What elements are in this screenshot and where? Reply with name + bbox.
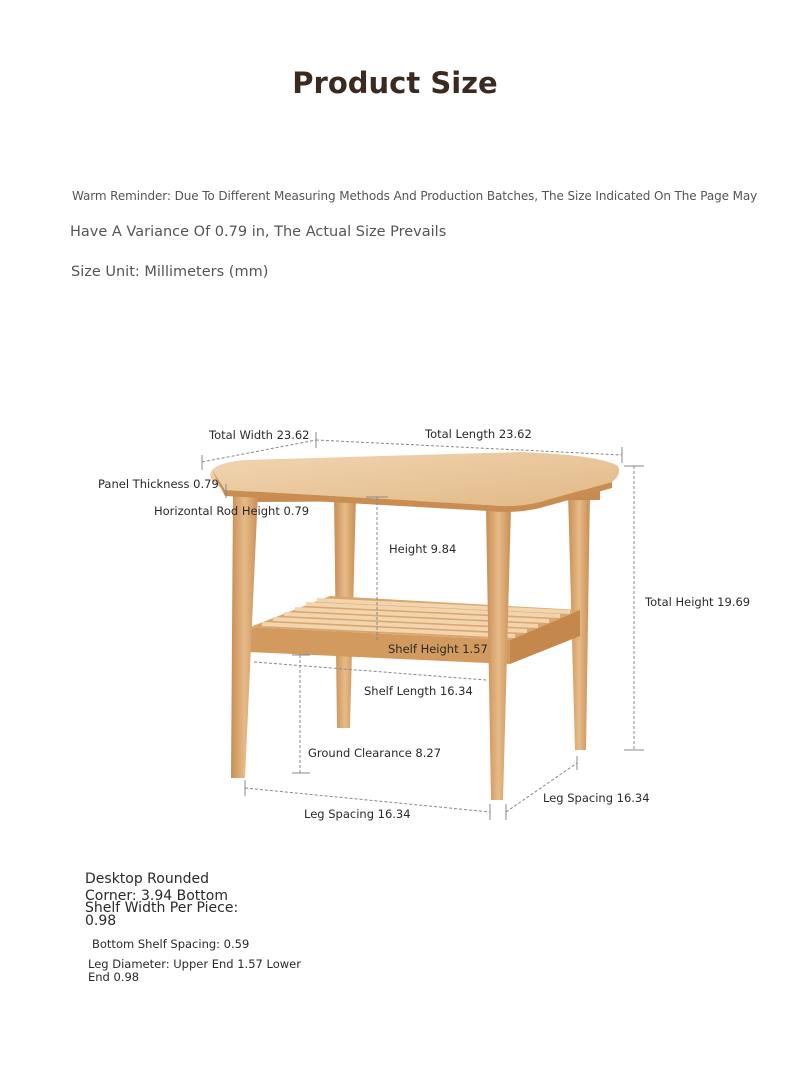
bottom-shelf-spacing-note: Bottom Shelf Spacing: 0.59 xyxy=(92,937,250,951)
leg-diameter-note-line-2: End 0.98 xyxy=(88,970,140,984)
size-unit-text: Size Unit: Millimeters (mm) xyxy=(71,264,269,280)
page-title: Product Size xyxy=(292,66,498,100)
height-label: Height 9.84 xyxy=(389,542,457,556)
leg-spacing-front-label: Leg Spacing 16.34 xyxy=(304,807,411,821)
shelf-width-note-line-2: 0.98 xyxy=(85,913,117,929)
total-length-label: Total Length 23.62 xyxy=(425,427,532,441)
total-height-label: Total Height 19.69 xyxy=(645,595,751,609)
warm-reminder-line-1: Warm Reminder: Due To Different Measuring Methods And Production Batches, The Size Indicated On The Page May xyxy=(72,189,758,203)
desktop-corner-note-line-2: Corner: 3.94 Bottom xyxy=(85,888,228,904)
shelf-width-note-line-1: Shelf Width Per Piece: xyxy=(85,900,239,916)
ground-clearance-label: Ground Clearance 8.27 xyxy=(308,746,442,760)
shelf-length-label: Shelf Length 16.34 xyxy=(364,684,473,698)
leg-diameter-note-line-1: Leg Diameter: Upper End 1.57 Lower xyxy=(88,957,301,971)
panel-thickness-label: Panel Thickness 0.79 xyxy=(98,477,219,491)
leg-spacing-side-label: Leg Spacing 16.34 xyxy=(543,791,650,805)
warm-reminder-line-2: Have A Variance Of 0.79 in, The Actual Size Prevails xyxy=(70,224,447,240)
total-width-label: Total Width 23.62 xyxy=(209,428,310,442)
table-top xyxy=(210,452,619,512)
horizontal-rod-height-label: Horizontal Rod Height 0.79 xyxy=(154,504,310,518)
shelf-height-label: Shelf Height 1.57 xyxy=(388,642,488,656)
desktop-corner-note-line-1: Desktop Rounded xyxy=(85,871,209,887)
